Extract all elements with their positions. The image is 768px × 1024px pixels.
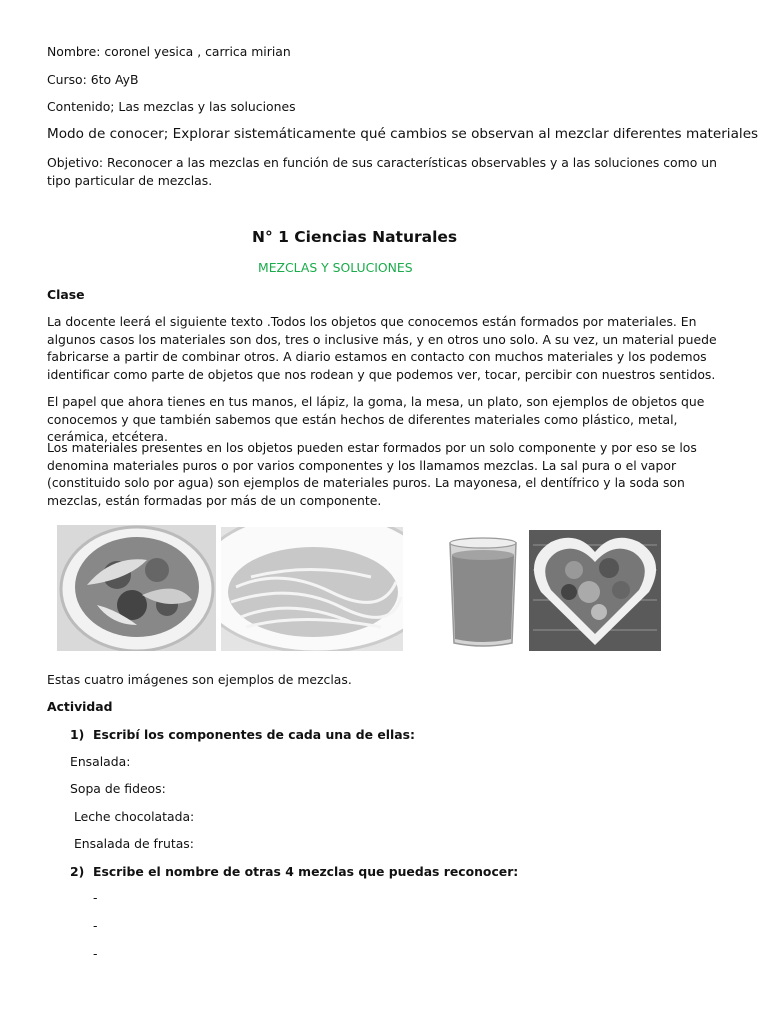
question-2 xyxy=(70,863,518,881)
question-2-number: 2) xyxy=(70,864,85,879)
chocolate-milk-image xyxy=(442,533,524,651)
fruit-salad-image xyxy=(529,530,661,651)
paragraph-1: La docente leerá el siguiente texto .Todos los objetos que conocemos están formados por materiales. En algunos casos los materiales son dos, tres o inclusive más, y en otros uno solo. A su vez, un material puede fabricarse a partir de combinar otros. A diario estamos en contacto con muchos materiales y los podemos identificar como parte de objetos que nos rodean y que podemos ver, tocar, percibir con nuestros sentidos. xyxy=(47,314,717,382)
actividad-heading: Actividad xyxy=(47,699,113,714)
objective: Objetivo: Reconocer a las mezclas en función de sus características observables y a las soluciones como un tipo particular de mezclas. xyxy=(47,155,717,188)
answer-chocolate-milk: Leche chocolatada: xyxy=(70,809,195,824)
page-subtitle: MEZCLAS Y SOLUCIONES xyxy=(258,260,413,275)
question-1 xyxy=(70,726,415,744)
content-topic: Contenido; Las mezclas y las soluciones xyxy=(47,99,296,114)
question-1-text: Escribí los componentes de cada una de ellas: xyxy=(93,727,415,742)
answer-noodle-soup: Sopa de fideos: xyxy=(70,781,166,796)
paragraph-2: El papel que ahora tienes en tus manos, el lápiz, la goma, la mesa, un plato, son ejemplos de objetos que conocemos y que también sabemos que están hechos de diferentes materiales como plástico, metal, cerámica, etcétera. xyxy=(47,394,705,444)
answer-fruit-salad: Ensalada de frutas: xyxy=(70,836,194,851)
dash-item: - xyxy=(93,890,98,905)
way-of-knowing: Modo de conocer; Explorar sistemáticamente qué cambios se observan al mezclar diferentes materiales xyxy=(47,126,759,142)
salad-image xyxy=(57,525,216,651)
question-1-number: 1) xyxy=(70,727,85,742)
page-title: N° 1 Ciencias Naturales xyxy=(252,228,458,246)
dash-item: - xyxy=(93,918,98,933)
answer-salad: Ensalada: xyxy=(70,754,131,769)
paragraph-3: Los materiales presentes en los objetos pueden estar formados por un solo componente y por eso se los denomina materiales puros o por varios componentes y los llamamos mezclas. La sal pura o el vapor (constituido solo por agua) son ejemplos de materiales puros. La mayonesa, el dentífrico y la soda son mezclas, están formadas por más de un componente. xyxy=(47,440,697,508)
dash-item: - xyxy=(93,946,98,961)
noodle-soup-image xyxy=(221,527,403,651)
course: Curso: 6to AyB xyxy=(47,72,139,87)
question-2-text: Escribe el nombre de otras 4 mezclas que puedas reconocer: xyxy=(93,864,519,879)
clase-heading: Clase xyxy=(47,287,85,302)
images-caption: Estas cuatro imágenes son ejemplos de mezclas. xyxy=(47,672,352,687)
student-names: Nombre: coronel yesica , carrica mirian xyxy=(47,44,291,59)
